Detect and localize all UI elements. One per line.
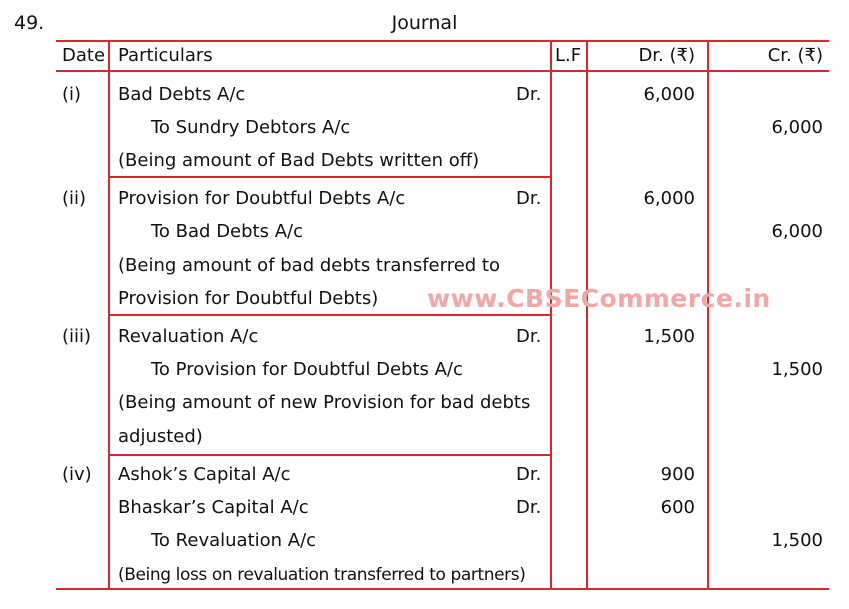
rule-top xyxy=(56,40,829,42)
cr-amount: 1,500 xyxy=(771,530,823,551)
rule-entry-3-end xyxy=(108,454,552,456)
header-date: Date xyxy=(62,45,106,66)
rule-bottom xyxy=(56,588,829,590)
entry-date: (iii) xyxy=(62,326,92,347)
header-lf: L.F xyxy=(555,45,582,66)
page-title: Journal xyxy=(391,12,458,34)
dr-amount: 6,000 xyxy=(643,84,695,105)
rule-entry-1-end xyxy=(108,176,552,178)
dr-amount: 600 xyxy=(660,497,695,518)
narration: adjusted) xyxy=(118,426,203,447)
cr-amount: 1,500 xyxy=(771,359,823,380)
entry-line-text: To Revaluation A/c xyxy=(151,530,317,551)
entry-date: (i) xyxy=(62,84,82,105)
entry-line-text: Bad Debts A/c xyxy=(118,84,246,105)
watermark: www.CBSECommerce.in xyxy=(427,284,771,313)
rule-col-lf xyxy=(586,40,588,590)
entry-line-text: Ashok’s Capital A/c xyxy=(118,464,291,485)
rule-header-bottom xyxy=(56,70,829,72)
narration: (Being amount of bad debts transferred to xyxy=(118,255,500,276)
entry-line-text: To Sundry Debtors A/c xyxy=(151,117,351,138)
entry-line-text: To Bad Debts A/c xyxy=(151,221,303,242)
entry-line-text: Revaluation A/c xyxy=(118,326,259,347)
narration: (Being amount of new Provision for bad debts xyxy=(118,392,531,413)
dr-mark: Dr. xyxy=(516,326,542,347)
dr-amount: 1,500 xyxy=(643,326,695,347)
header-particulars: Particulars xyxy=(118,45,213,66)
entry-date: (ii) xyxy=(62,188,87,209)
rule-entry-2-end xyxy=(108,314,552,316)
narration: (Being amount of Bad Debts written off) xyxy=(118,150,480,171)
header-dr: Dr. (₹) xyxy=(638,45,695,66)
narration: Provision for Doubtful Debts) xyxy=(118,288,379,309)
header-cr: Cr. (₹) xyxy=(767,45,823,66)
rule-col-date xyxy=(108,40,110,590)
question-number: 49. xyxy=(14,12,45,34)
entry-line-text: To Provision for Doubtful Debts A/c xyxy=(151,359,463,380)
entry-line-text: Provision for Doubtful Debts A/c xyxy=(118,188,406,209)
dr-mark: Dr. xyxy=(516,84,542,105)
narration: (Being loss on revaluation transferred to partners) xyxy=(118,565,526,585)
cr-amount: 6,000 xyxy=(771,117,823,138)
cr-amount: 6,000 xyxy=(771,221,823,242)
rule-col-dr xyxy=(707,40,709,590)
dr-amount: 6,000 xyxy=(643,188,695,209)
rule-col-particulars xyxy=(550,40,552,590)
dr-amount: 900 xyxy=(660,464,695,485)
dr-mark: Dr. xyxy=(516,464,542,485)
entry-line-text: Bhaskar’s Capital A/c xyxy=(118,497,309,518)
dr-mark: Dr. xyxy=(516,497,542,518)
dr-mark: Dr. xyxy=(516,188,542,209)
entry-date: (iv) xyxy=(62,464,92,485)
